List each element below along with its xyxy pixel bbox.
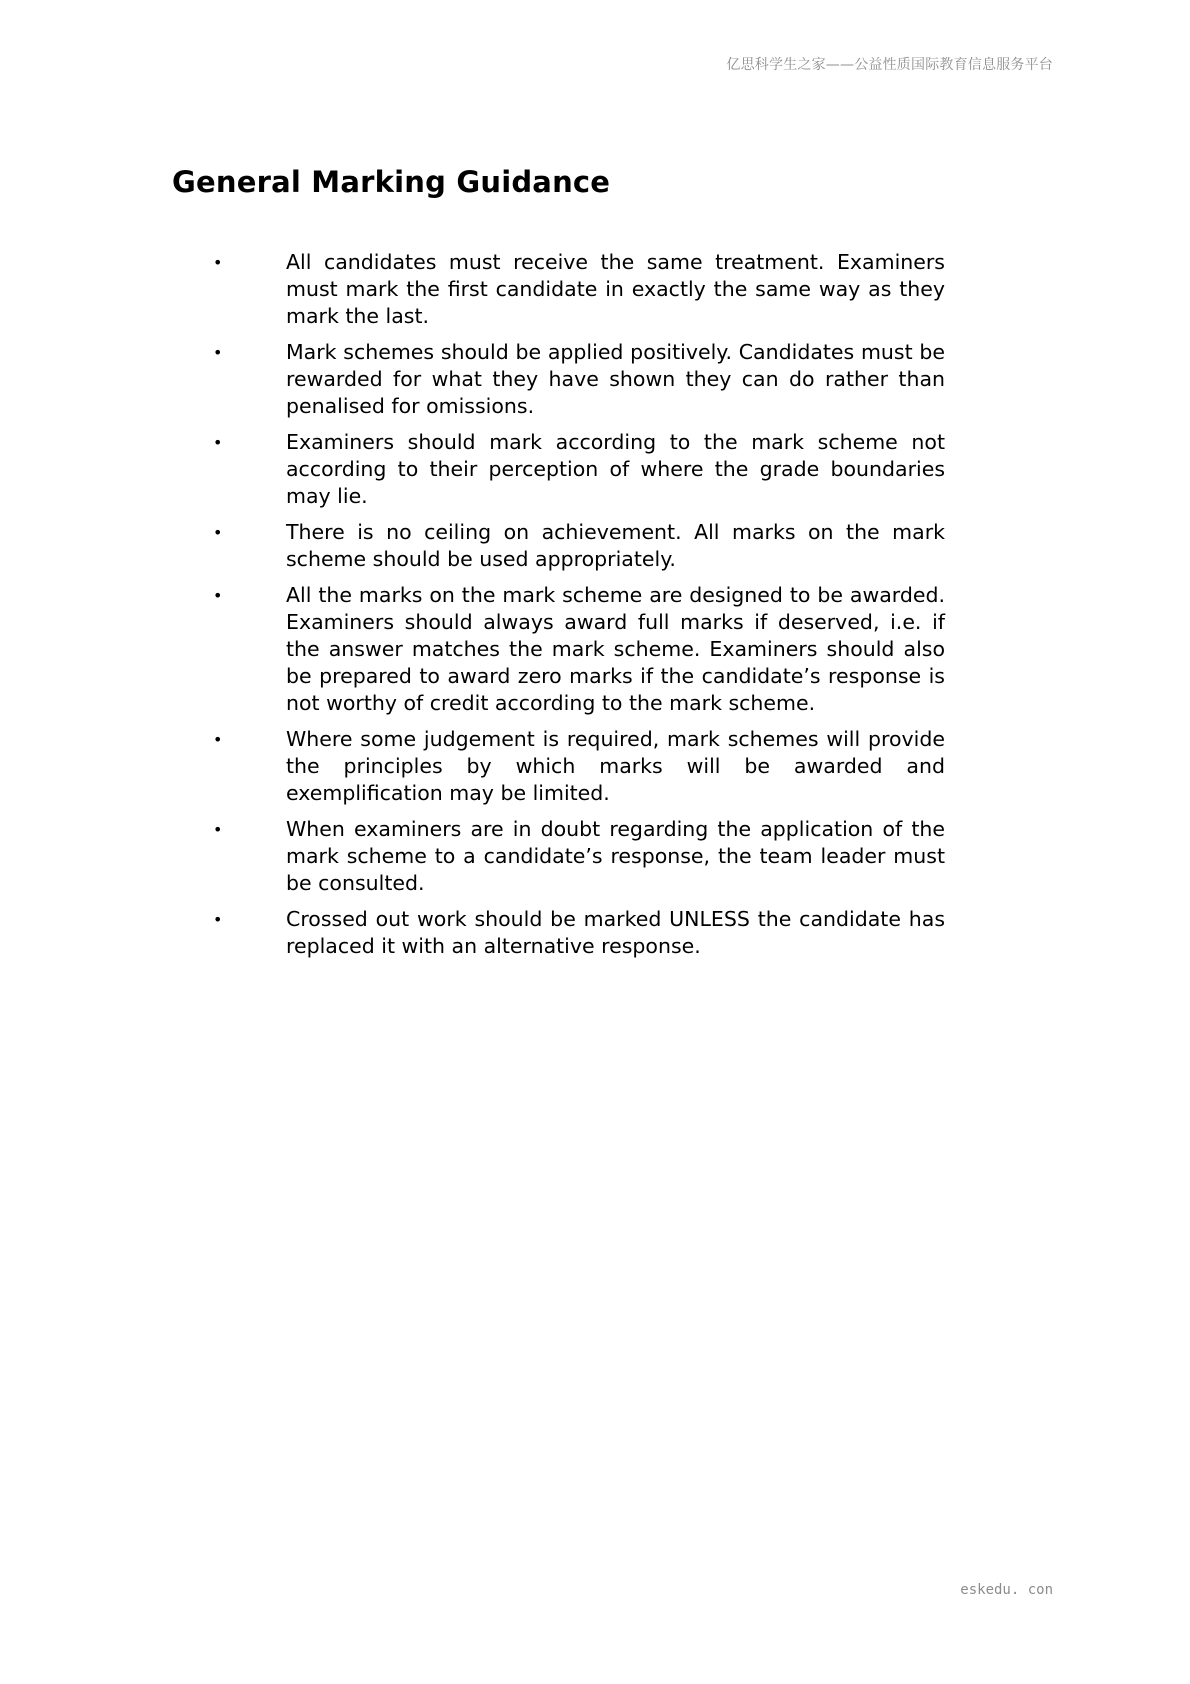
header-watermark: 亿思科学生之家——公益性质国际教育信息服务平台 [726, 57, 1053, 73]
bullet-icon: • [213, 433, 223, 452]
list-item [213, 816, 945, 897]
list-item-text: All candidates must receive the same treatment. Examiners must mark the first candidate in exactly the same way as they mark the last. [286, 250, 945, 328]
list-item [213, 906, 945, 960]
list-item-text: Mark schemes should be applied positively. Candidates must be rewarded for what they have shown they can do rather than penalised for omissions. [286, 340, 945, 418]
bullet-icon: • [213, 910, 223, 929]
bullet-icon: • [213, 253, 223, 272]
list-item [213, 582, 945, 717]
list-item [213, 249, 945, 330]
list-item-text: Crossed out work should be marked UNLESS the candidate has replaced it with an alternative response. [286, 907, 945, 958]
bullet-icon: • [213, 730, 223, 749]
page-title: General Marking Guidance [172, 165, 611, 199]
list-item [213, 339, 945, 420]
bullet-icon: • [213, 820, 223, 839]
list-item [213, 519, 945, 573]
list-item-text: Where some judgement is required, mark schemes will provide the principles by which marks will be awarded and exemplification may be limited. [286, 727, 945, 805]
list-item-text: There is no ceiling on achievement. All marks on the mark scheme should be used appropriately. [286, 520, 945, 571]
bullet-icon: • [213, 343, 223, 362]
footer-watermark: eskedu. con [960, 1582, 1053, 1598]
list-item [213, 726, 945, 807]
list-item-text: When examiners are in doubt regarding the application of the mark scheme to a candidate’s response, the team leader must be consulted. [286, 817, 945, 895]
bullet-icon: • [213, 523, 223, 542]
guidance-list [213, 249, 945, 969]
list-item [213, 429, 945, 510]
list-item-text: All the marks on the mark scheme are designed to be awarded. Examiners should always award full marks if deserved, i.e. if the answer matches the mark scheme. Examiners should also be prepared to award zero marks if the candidate’s response is not worthy of credit according to the mark scheme. [286, 583, 945, 715]
list-item-text: Examiners should mark according to the mark scheme not according to their perception of where the grade boundaries may lie. [286, 430, 945, 508]
bullet-icon: • [213, 586, 223, 605]
